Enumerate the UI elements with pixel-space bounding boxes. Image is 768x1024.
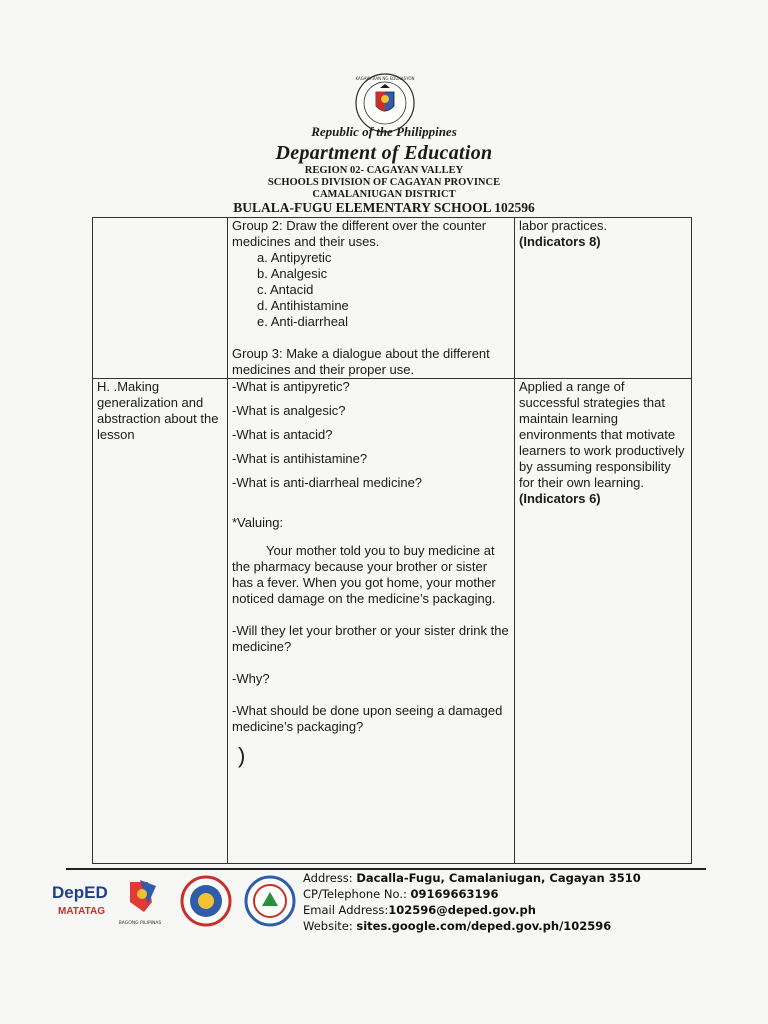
address-label: Address: <box>303 871 357 885</box>
question-antipyretic: -What is antipyretic? <box>232 379 350 394</box>
row2-indicator-cell <box>515 379 692 864</box>
footer-website <box>303 918 641 934</box>
valuing-story: Your mother told you to buy medicine at the pharmacy because your brother or sister has a fever. When you got home, your mother noticed damage on the medicine’s packaging. <box>232 543 496 606</box>
indicator-text: labor practices. <box>519 218 608 233</box>
matatag-logo-text: MATATAG <box>58 906 106 917</box>
indicator-text: Applied a range of successful strategies that maintain learning environments that motivate learners to work productively by assuming responsibility for their own learning. <box>519 379 685 490</box>
valuing-question-2: -Why? <box>232 671 270 686</box>
footer-contact <box>303 870 641 934</box>
table-row <box>93 218 692 379</box>
phone-value: 09169663196 <box>410 887 499 901</box>
row1-activity-cell <box>228 218 515 379</box>
division-seal-logo <box>182 877 230 925</box>
question-antihistamine: -What is antihistamine? <box>232 451 368 466</box>
valuing-question-1: -Will they let your brother or your sister drink the medicine? <box>232 623 509 654</box>
district-line: CAMALANIUGAN DISTRICT <box>312 189 456 200</box>
footer-email <box>303 902 641 918</box>
division-line: SCHOOLS DIVISION OF CAGAYAN PROVINCE <box>267 177 501 188</box>
group2-instruction: Group 2: Draw the different over the counter medicines and their uses. <box>232 218 487 249</box>
republic-title: Republic of the Philippines <box>311 124 457 139</box>
list-item: e. Anti-diarrheal <box>257 314 349 329</box>
list-item: a. Antipyretic <box>257 250 332 265</box>
list-item: b. Analgesic <box>257 266 328 281</box>
question-analgesic: -What is analgesic? <box>232 403 346 418</box>
pen-mark: ) <box>238 743 246 768</box>
question-antacid: -What is antacid? <box>232 427 333 442</box>
department-title: Department of Education <box>275 142 493 164</box>
row1-indicator-cell <box>515 218 692 379</box>
valuing-question-3: -What should be done upon seeing a damaged medicine’s packaging? <box>232 703 503 734</box>
list-item: d. Antihistamine <box>257 298 349 313</box>
deped-matatag-logo <box>52 883 108 917</box>
indicator-label: (Indicators 6) <box>519 491 601 506</box>
bagong-pilipinas-text: BAGONG PILIPINAS <box>118 921 162 926</box>
address-value: Dacalla-Fugu, Camalaniugan, Cagayan 3510 <box>356 871 641 885</box>
indicator-label: (Indicators 8) <box>519 234 601 249</box>
row2-activity-cell <box>228 379 515 864</box>
medicine-list <box>257 250 510 330</box>
group3-instruction: Group 3: Make a dialogue about the different medicines and their proper use. <box>232 346 490 377</box>
footer-logos <box>48 872 298 932</box>
row1-procedure-cell <box>93 218 228 379</box>
email-label: Email Address: <box>303 903 389 917</box>
row2-procedure-cell: H. .Making generalization and abstraction about the lesson <box>93 379 228 864</box>
deped-logo-text: DepED <box>52 883 108 902</box>
school-name: BULALA-FUGU ELEMENTARY SCHOOL 102596 <box>233 200 535 215</box>
school-seal-logo <box>246 877 294 925</box>
footer-phone <box>303 886 641 902</box>
bagong-pilipinas-logo <box>119 880 162 926</box>
list-item: c. Antacid <box>257 282 314 297</box>
question-anti-diarrheal: -What is anti-diarrheal medicine? <box>232 475 423 490</box>
email-value[interactable]: 102596@deped.gov.ph <box>388 903 536 917</box>
svg-text:KAGAWARAN NG EDUKASYON: KAGAWARAN NG EDUKASYON <box>355 76 415 81</box>
footer-address <box>303 870 641 886</box>
region-line: REGION 02- CAGAYAN VALLEY <box>304 165 464 176</box>
valuing-label: *Valuing: <box>232 515 284 530</box>
website-value[interactable]: sites.google.com/deped.gov.ph/102596 <box>356 919 612 933</box>
lesson-plan-table <box>92 217 692 864</box>
website-label: Website: <box>303 919 357 933</box>
phone-label: CP/Telephone No.: <box>303 887 411 901</box>
table-row <box>93 379 692 864</box>
